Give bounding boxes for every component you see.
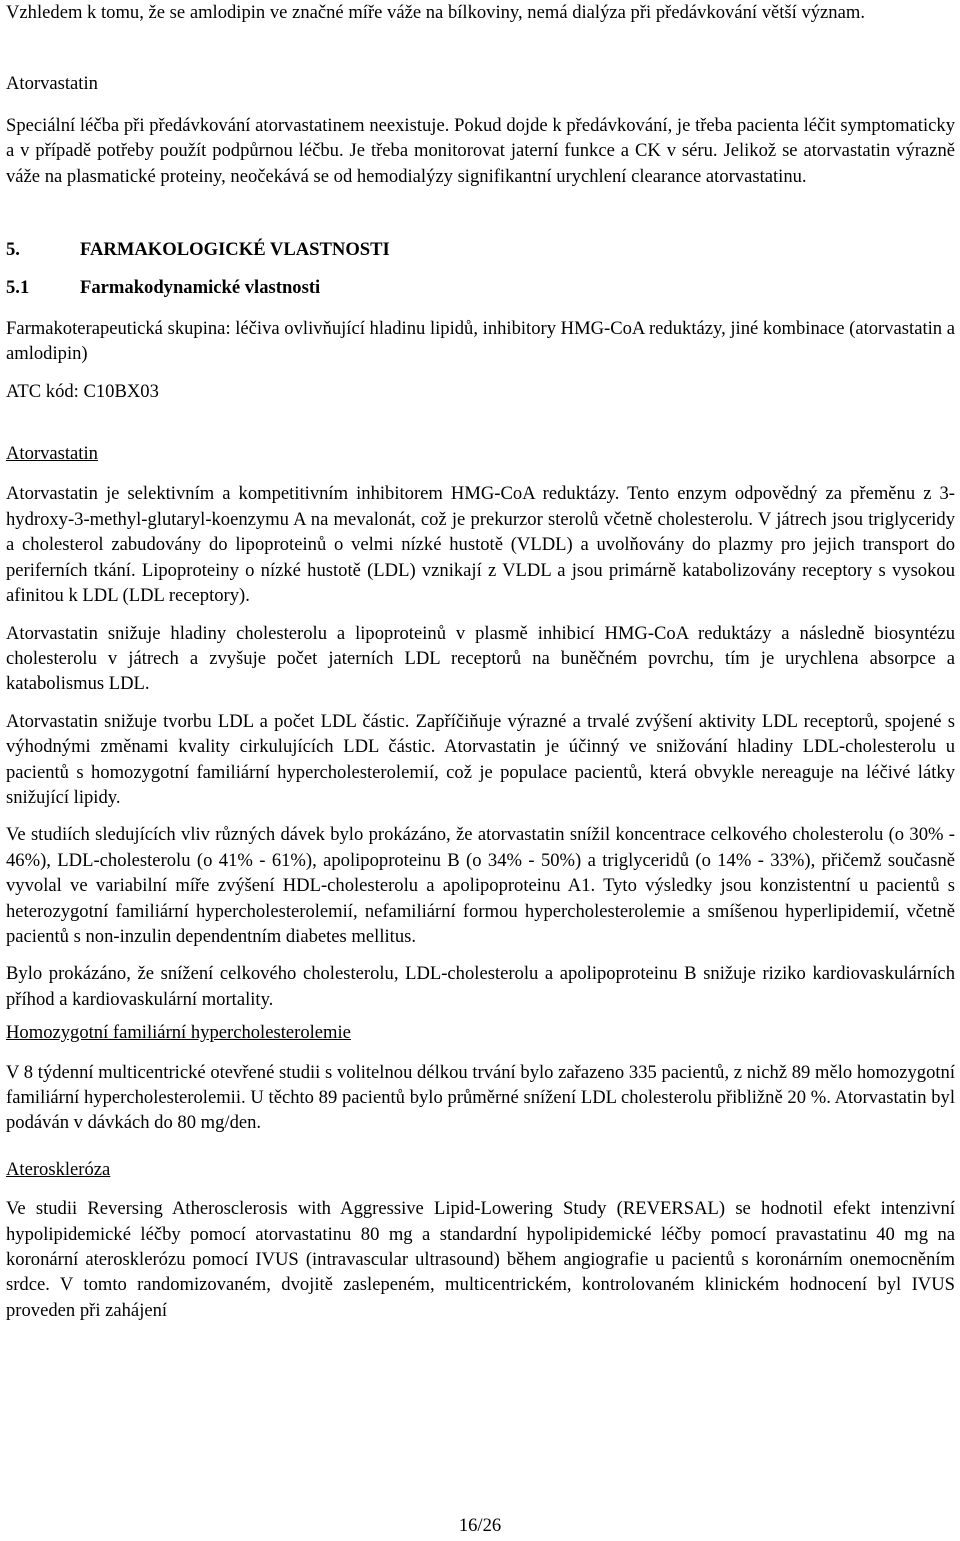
section-5-1-number: 5.1 (6, 277, 30, 299)
section-5-1-heading (6, 275, 955, 300)
atorvastatin-paragraph-5: Bylo prokázáno, že snížení celkového cholesterolu, LDL-cholesterolu a apolipoproteinu B snižuje riziko kardiovaskulárních příhod a kardiovaskulární mortality. (6, 963, 955, 1010)
section-5-1-title: Farmakodynamické vlastnosti (80, 277, 321, 299)
atherosclerosis-heading: Ateroskleróza (6, 1158, 111, 1180)
section-5-title: FARMAKOLOGICKÉ VLASTNOSTI (80, 239, 390, 261)
overdose-atorvastatin-paragraph: Speciální léčba při předávkování atorvastatinem neexistuje. Pokud dojde k předávkování, je třeba pacienta léčit symptomaticky a v případě potřeby použít podpůrnou léčbu. Je třeba monitorovat jaterní funkce a CK v séru. Jelikož se atorvastatin výrazně váže na plasmatické proteiny, neočekává se od hemodialýzy signifikantní urychlení clearance atorvastatinu. (6, 114, 955, 187)
atc-code: ATC kód: C10BX03 (6, 380, 159, 402)
document-page (6, 0, 955, 1323)
atorvastatin-paragraph-3: Atorvastatin snižuje tvorbu LDL a počet LDL částic. Zapříčiňuje výrazné a trvalé zvýšení aktivity LDL receptorů, spojené s výhodnými změnami kvality cirkulujících LDL částic. Atorvastatin je účinný ve snižování hladiny LDL-cholesterolu u pacientů s homozygotní familiární hypercholesterolemií, což je populace pacientů, která obvykle nereaguje na léčivé látky snižující lipidy. (6, 710, 955, 808)
hofh-heading: Homozygotní familiární hypercholesterolemie (6, 1022, 351, 1044)
section-5-number: 5. (6, 239, 20, 261)
section-5-heading (6, 237, 955, 262)
page-number: 16/26 (458, 1515, 502, 1536)
atherosclerosis-paragraph: Ve studii Reversing Atherosclerosis with Aggressive Lipid-Lowering Study (REVERSAL) se hodnotil efekt intenzivní hypolipidemické léčby pomocí atorvastatinu 80 mg a standardní hypolipidemické léčby pomocí pravastatinu 40 mg na koronární aterosklerózu pomocí IVUS (intravascular ultrasound) během angiografie u pacientů s koronárním onemocněním srdce. V tomto randomizovaném, dvojitě zaslepeném, multicentrickém, kontrolovaném klinickém hodnocení byl IVUS proveden při zahájení (6, 1198, 955, 1321)
atorvastatin-paragraph-1: Atorvastatin je selektivním a kompetitivním inhibitorem HMG-CoA reduktázy. Tento enzym odpovědný za přeměnu z 3-hydroxy-3-methyl-glutaryl-koenzymu A na mevalonát, což je prekurzor sterolů včetně cholesterolu. V játrech jsou triglyceridy a cholesterol zabudovány do lipoproteinů o velmi nízké hustotě (VLDL) a uvolňovány do plazmy pro jejich transport do periferních tkání. Lipoproteiny o nízké hustotě (LDL) vznikají z VLDL a jsou primárně katabolizovány receptory s vysokou afinitou k LDL (LDL receptory). (6, 483, 955, 607)
amlodipine-overdose-paragraph: Vzhledem k tomu, že se amlodipin ve značné míře váže na bílkoviny, nemá dialýza při předávkování větší význam. (6, 2, 865, 23)
atorvastatin-paragraph-2: Atorvastatin snižuje hladiny cholesterolu a lipoproteinů v plasmě inhibicí HMG-CoA reduktázy a následně biosyntézu cholesterolu v játrech a zvyšuje počet jaterních LDL receptorů na buněčném povrchu, tím je urychlena absorpce a katabolismus LDL. (6, 622, 955, 695)
atorvastatin-paragraph-4: Ve studiích sledujících vliv různých dávek bylo prokázáno, že atorvastatin snížil koncentrace celkového cholesterolu (o 30% - 46%), LDL-cholesterolu (o 41% - 61%), apolipoproteinu B (o 34% - 50%) a triglyceridů (o 14% - 33%), přičemž současně vyvolal ve variabilní míře zvýšení HDL-cholesterolu a apolipoproteinu A1. Tyto výsledky jsou konzistentní u pacientů s heterozygotní familiární hypercholesterolemií, nefamiliární formou hypercholesterolemie a smíšenou hyperlipidemií, včetně pacientů s non-inzulin dependentním diabetes mellitus. (6, 824, 955, 947)
pharmacotherapeutic-group: Farmakoterapeutická skupina: léčiva ovlivňující hladinu lipidů, inhibitory HMG-CoA reduktázy, jiné kombinace (atorvastatin a amlodipin) (6, 317, 955, 365)
overdose-atorvastatin-heading: Atorvastatin (6, 73, 98, 95)
hofh-paragraph: V 8 týdenní multicentrické otevřené studii s volitelnou délkou trvání bylo zařazeno 335 pacientů, z nichž 89 mělo homozygotní familiární hypercholesterolemii. U těchto 89 pacientů bylo průměrné snížení LDL cholesterolu přibližně 20 %. Atorvastatin byl podáván v dávkách do 80 mg/den. (6, 1061, 955, 1134)
atorvastatin-heading: Atorvastatin (6, 443, 98, 465)
